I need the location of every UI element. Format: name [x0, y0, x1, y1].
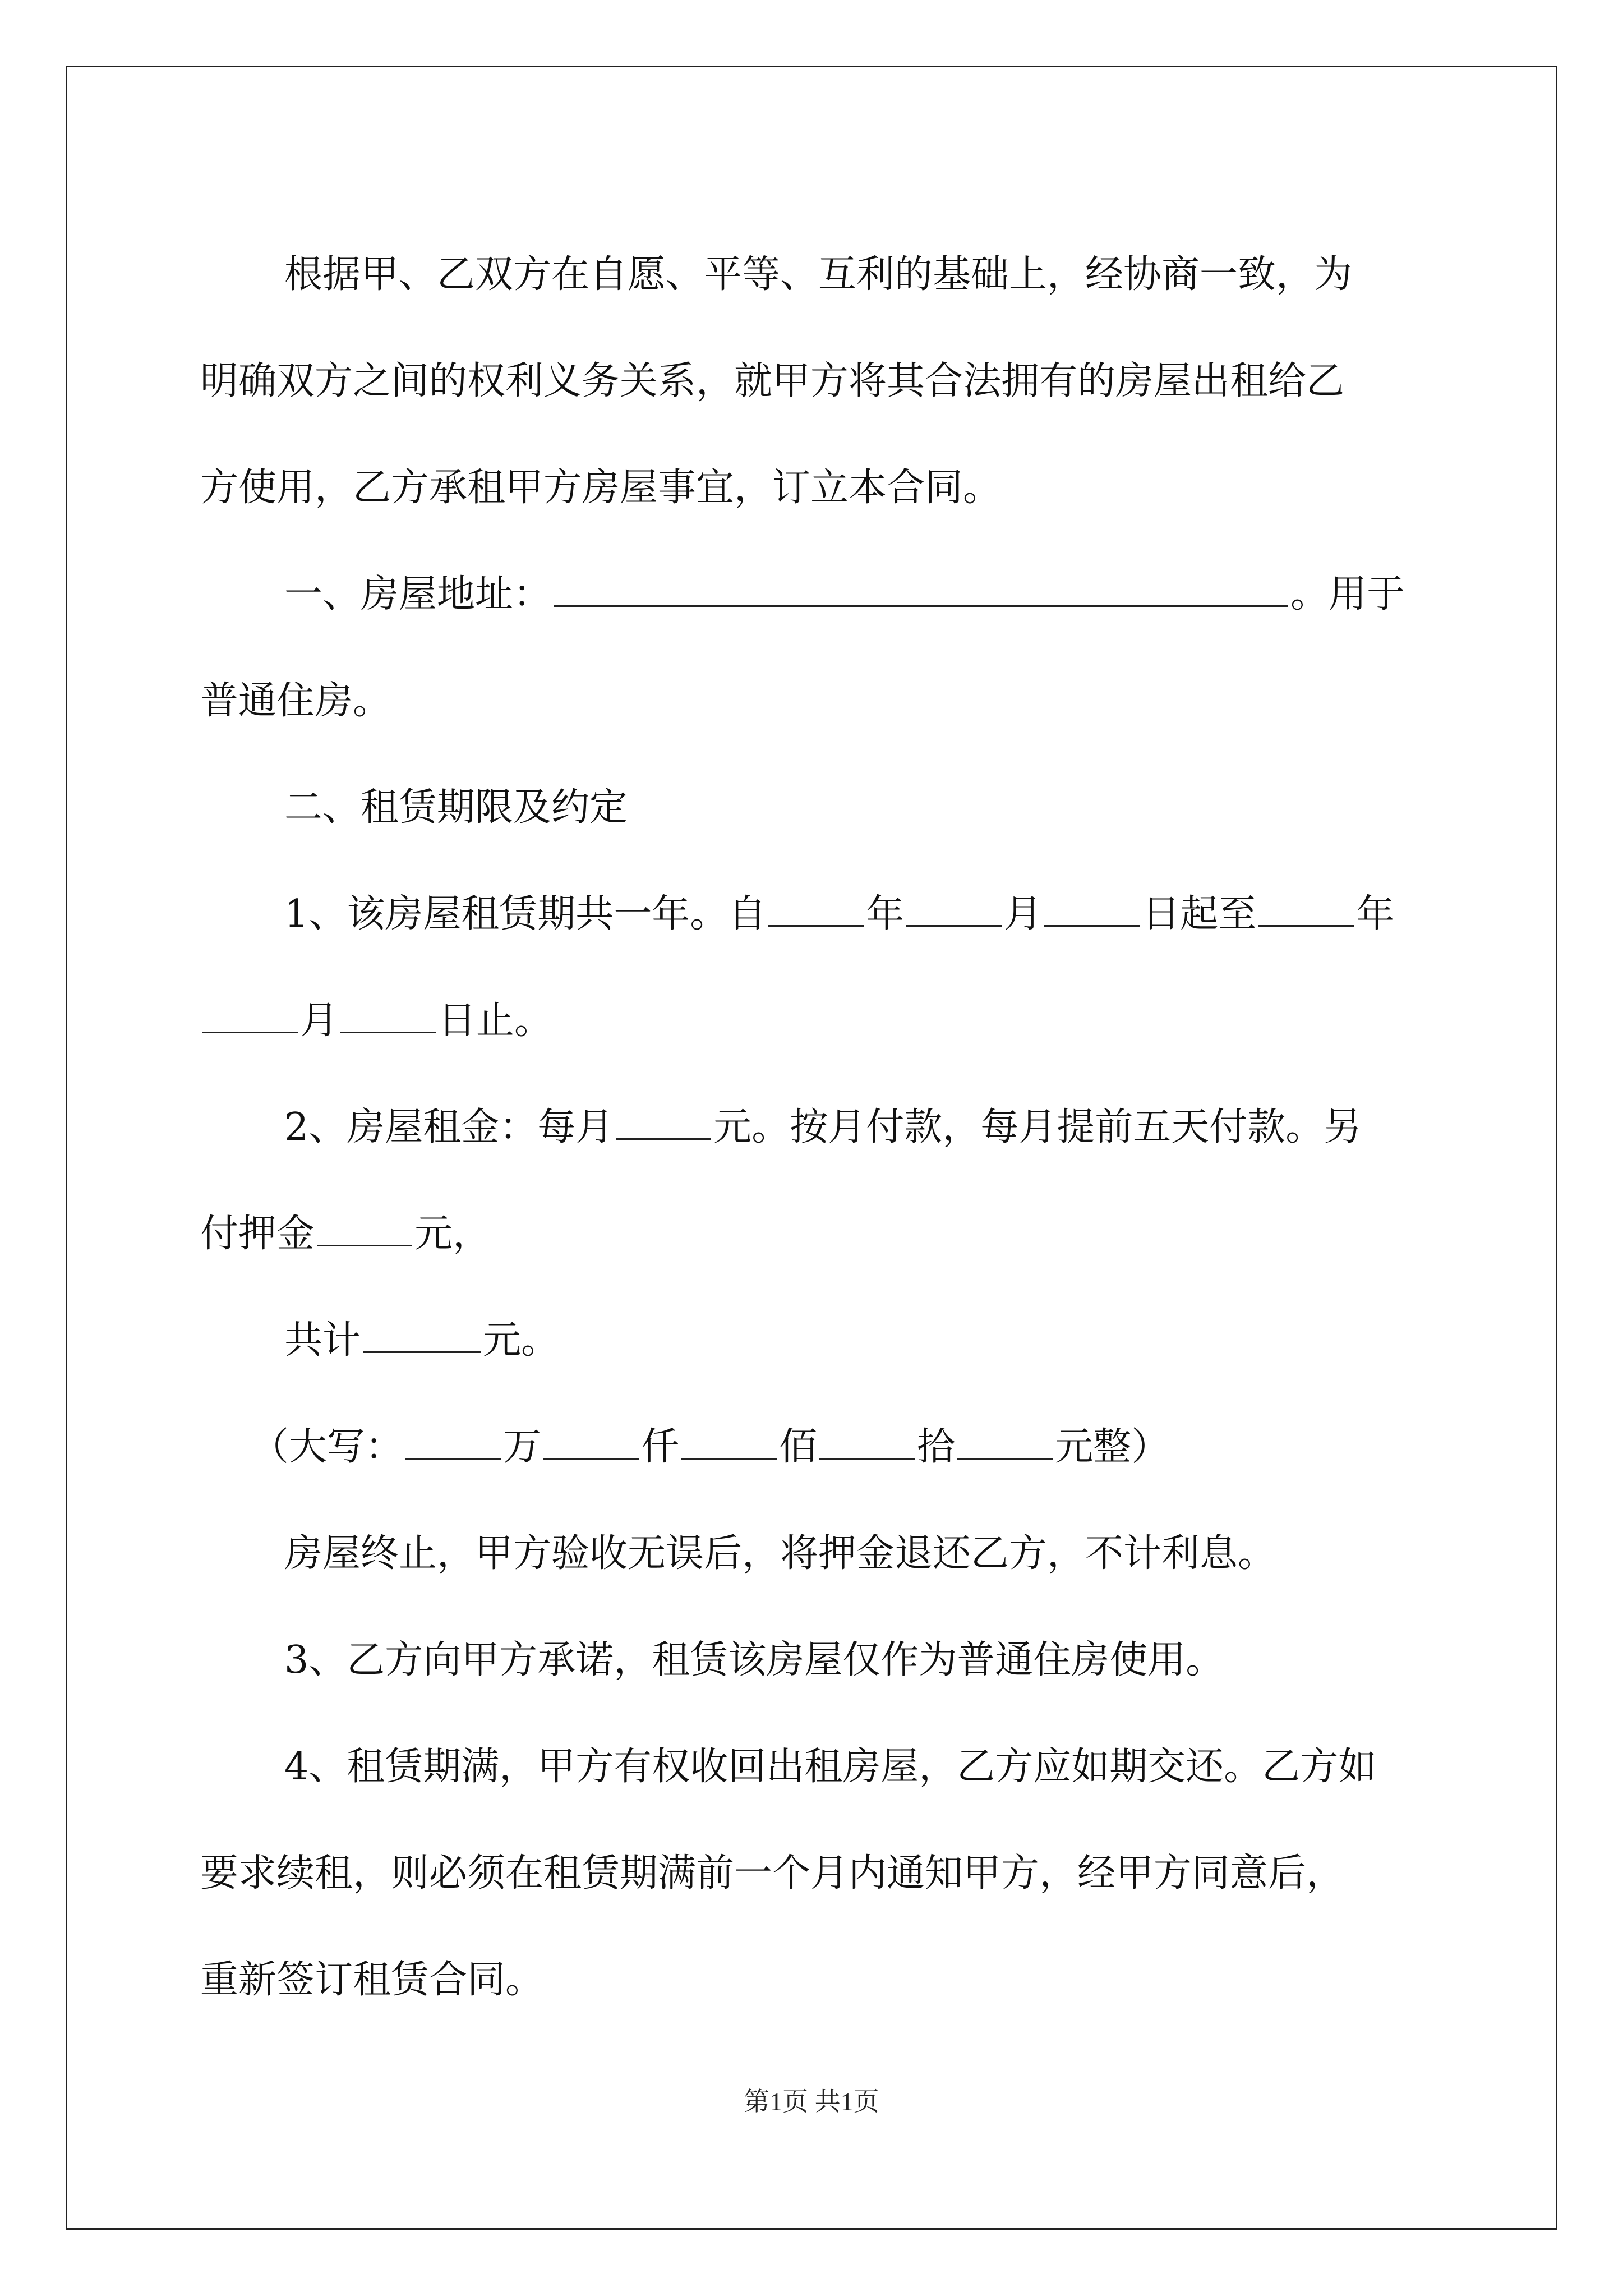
deposit-suffix: 元， — [414, 1212, 491, 1256]
month-label: 月 — [1004, 892, 1043, 936]
day-from-label: 日起至 — [1142, 892, 1257, 936]
yuan-label: 元整） — [1055, 1425, 1170, 1469]
capital-amount-line — [200, 1394, 1423, 1501]
total-prefix: 共计 — [284, 1318, 361, 1363]
total-blank[interactable] — [363, 1318, 481, 1353]
year-label-2: 年 — [1356, 892, 1395, 936]
year-label: 年 — [866, 892, 905, 936]
yuan-blank[interactable] — [957, 1424, 1053, 1460]
shi-blank[interactable] — [819, 1424, 915, 1460]
qian-label: 仟 — [641, 1425, 680, 1469]
month-label-2: 月 — [300, 999, 339, 1043]
deposit-line — [200, 1181, 1423, 1287]
capital-open: （大写： — [251, 1425, 404, 1469]
qian-blank[interactable] — [543, 1424, 639, 1460]
intro-line-1: 根据甲、乙双方在自愿、平等、互利的基础上，经协商一致，为 — [284, 252, 1353, 297]
shi-label: 拾 — [917, 1425, 956, 1469]
rent-suffix: 元。按月付款，每月提前五天付款。另 — [713, 1105, 1362, 1149]
address-prefix: 一、房屋地址： — [284, 572, 552, 616]
promise-line: 3、乙方向甲方承诺，租赁该房屋仅作为普通住房使用。 — [284, 1638, 1224, 1682]
rent-line-1 — [200, 1074, 1423, 1181]
day-to-label: 日止。 — [438, 999, 553, 1043]
end-year-blank[interactable] — [1258, 891, 1354, 927]
start-day-blank[interactable] — [1044, 891, 1140, 927]
total-line — [200, 1287, 1423, 1394]
wan-blank[interactable] — [405, 1424, 501, 1460]
wan-label: 万 — [503, 1425, 542, 1469]
address-suffix: 。用于 — [1290, 572, 1405, 616]
intro-line-2: 明确双方之间的权利义务关系，就甲方将其合法拥有的房屋出租给乙 — [200, 359, 1345, 403]
deposit-prefix: 付押金 — [200, 1212, 315, 1256]
rent-prefix: 2、房屋租金：每月 — [284, 1105, 614, 1149]
page-footer: 第1页 共1页 — [744, 2087, 879, 2116]
bai-label: 佰 — [779, 1425, 818, 1469]
section2-title: 二、租赁期限及约定 — [284, 785, 628, 830]
bai-blank[interactable] — [681, 1424, 777, 1460]
term-line-1 — [200, 861, 1423, 968]
start-month-blank[interactable] — [906, 891, 1002, 927]
expiry-line-3: 重新签订租赁合同。 — [200, 1958, 544, 2002]
refund-line: 房屋终止，甲方验收无误后，将押金退还乙方，不计利息。 — [284, 1531, 1276, 1576]
address-line — [200, 541, 1423, 648]
monthly-rent-blank[interactable] — [616, 1105, 711, 1140]
start-year-blank[interactable] — [768, 891, 864, 927]
term-line-2 — [200, 968, 1423, 1074]
document-body — [200, 222, 1423, 2033]
address-blank[interactable] — [554, 572, 1288, 607]
intro-line-3: 方使用，乙方承租甲方房屋事宜，订立本合同。 — [200, 466, 1002, 510]
end-month-blank[interactable] — [202, 998, 298, 1033]
end-day-blank[interactable] — [340, 998, 436, 1033]
expiry-line-2: 要求续租，则必须在租赁期满前一个月内通知甲方，经甲方同意后， — [200, 1851, 1345, 1895]
total-suffix: 元。 — [483, 1318, 560, 1363]
address-usage: 普通住房。 — [200, 679, 391, 723]
deposit-blank[interactable] — [317, 1211, 412, 1246]
expiry-line-1: 4、租赁期满，甲方有权收回出租房屋，乙方应如期交还。乙方如 — [284, 1745, 1377, 1789]
term-prefix: 1、该房屋租赁期共一年。自 — [284, 892, 767, 936]
